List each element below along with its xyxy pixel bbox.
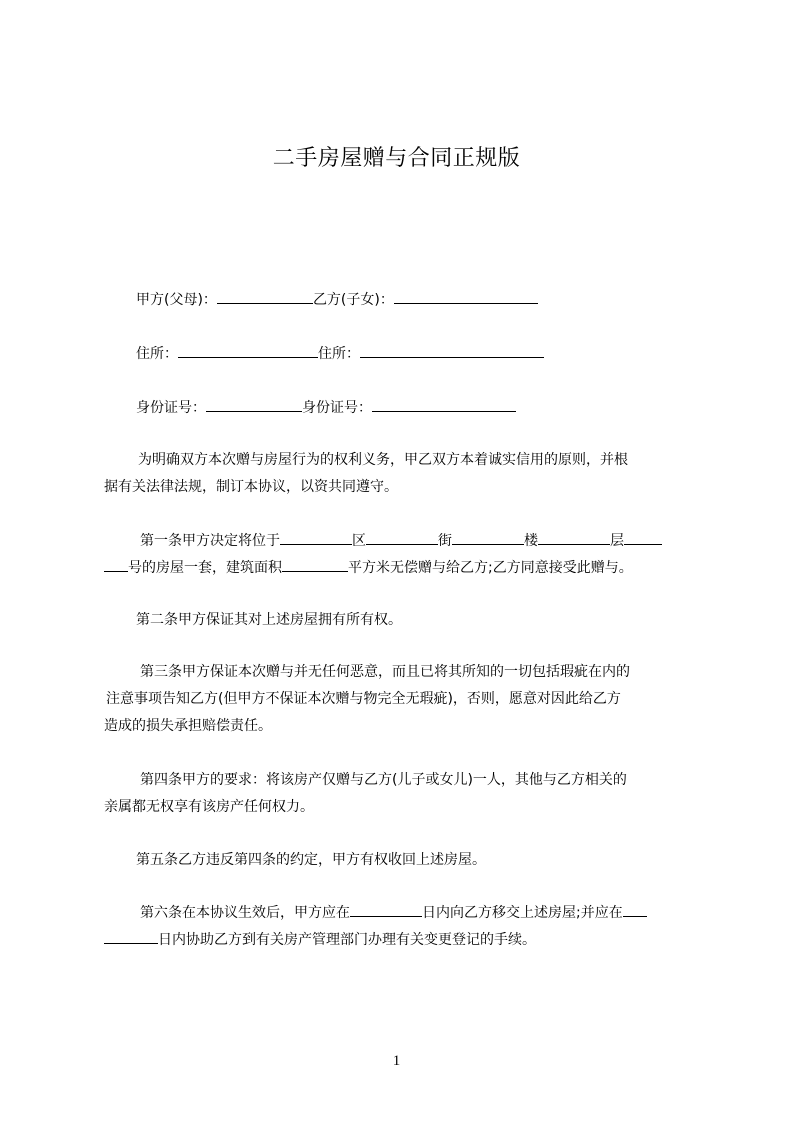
registration-days-blank-start (623, 902, 647, 917)
address-line (104, 343, 736, 365)
unit-blank-start (624, 530, 662, 545)
registration-days-blank-end (104, 929, 158, 944)
article-1 (104, 528, 704, 582)
id-line (104, 397, 736, 419)
intro-line-1: 为明确双方本次赠与房屋行为的权利义务，甲乙双方本着诚实信用的原则，并根 (138, 452, 628, 468)
unit-blank-end (104, 557, 128, 572)
article-3 (104, 659, 704, 740)
article-1-line-2-b: 平方米无偿赠与给乙方;乙方同意接受此赠与。 (348, 560, 633, 576)
id-b-label: 身份证号： (302, 400, 372, 416)
id-b-blank (372, 397, 516, 412)
article-3-line-1: 第三条甲方保证本次赠与并无任何恶意，而且已将其所知的一切包括瑕疵在内的 (140, 664, 630, 680)
party-a-label: 甲方(父母)： (136, 292, 217, 308)
article-3-line-2: 注意事项告知乙方(但甲方不保证本次赠与物完全无瑕疵)，否则，愿意对因此给乙方 (106, 691, 621, 707)
address-b-label: 住所： (318, 346, 360, 362)
article-2 (104, 607, 704, 634)
page-number: 1 (392, 1053, 401, 1069)
id-a-label: 身份证号： (136, 400, 206, 416)
party-b-blank (394, 289, 538, 304)
party-a-blank (217, 289, 313, 304)
district-label: 区 (352, 533, 366, 549)
article-4-line-2: 亲属都无权享有该房产任何权力。 (104, 799, 314, 815)
article-1-prefix: 第一条甲方决定将位于 (140, 533, 280, 549)
article-6-line-1-b: 日内向乙方移交上述房屋;并应在 (422, 905, 623, 921)
area-blank (282, 557, 348, 572)
article-1-line-1 (104, 528, 704, 555)
article-6-line-1-a: 第六条在本协议生效后，甲方应在 (140, 905, 350, 921)
article-6-line-2 (104, 927, 704, 954)
article-6-line-1 (104, 900, 704, 927)
article-3-line-3: 造成的损失承担赔偿责任。 (104, 718, 272, 734)
article-1-line-2 (104, 555, 704, 582)
article-6 (104, 900, 704, 954)
article-2-line: 第二条甲方保证其对上述房屋拥有所有权。 (136, 612, 402, 628)
article-4 (104, 767, 704, 821)
party-line (104, 289, 736, 311)
document-title: 二手房屋赠与合同正规版 (272, 146, 521, 171)
party-b-label: 乙方(子女)： (312, 292, 394, 308)
address-a-blank (178, 343, 318, 358)
article-5 (104, 847, 704, 874)
handover-days-blank (350, 902, 422, 917)
floor-blank (538, 530, 610, 545)
intro-paragraph (104, 447, 704, 501)
street-blank (366, 530, 438, 545)
building-blank (452, 530, 524, 545)
intro-line-2: 据有关法律法规，制订本协议，以资共同遵守。 (104, 479, 398, 495)
article-6-line-2-text: 日内协助乙方到有关房产管理部门办理有关变更登记的手续。 (158, 932, 536, 948)
address-a-label: 住所： (136, 346, 178, 362)
article-5-line: 第五条乙方违反第四条的约定，甲方有权收回上述房屋。 (136, 852, 486, 868)
article-4-line-1: 第四条甲方的要求：将该房产仅赠与乙方(儿子或女儿)一人，其他与乙方相关的 (140, 772, 627, 788)
address-b-blank (360, 343, 544, 358)
floor-label: 层 (610, 533, 624, 549)
id-a-blank (206, 397, 302, 412)
article-1-line-2-a: 号的房屋一套，建筑面积 (128, 560, 282, 576)
district-blank (280, 530, 352, 545)
street-label: 街 (438, 533, 452, 549)
building-label: 楼 (524, 533, 538, 549)
